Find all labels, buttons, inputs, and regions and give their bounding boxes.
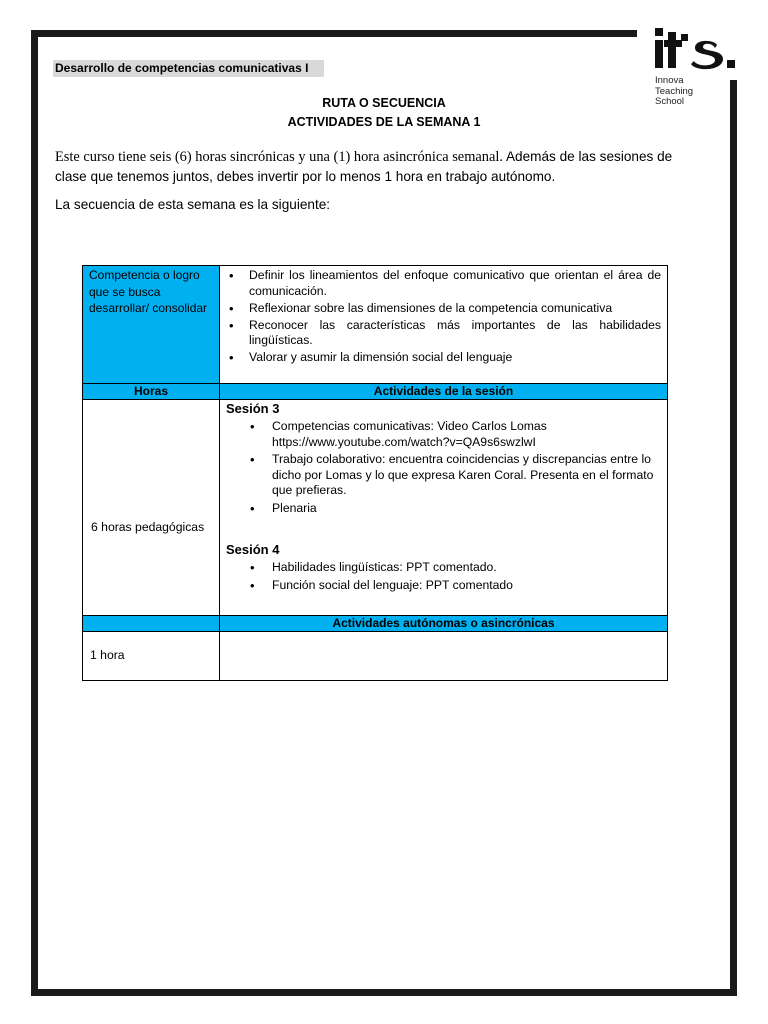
list-item: • Función social del lenguaje: PPT comentado — [272, 578, 661, 594]
header-activities: Actividades de la sesión — [220, 384, 668, 400]
logo-tagline-line: Innova — [655, 75, 684, 86]
activities-table — [82, 265, 668, 681]
list-item: • Competencias comunicativas: Video Carlos Lomas https://www.youtube.com/watch?v=QA9s6swzlwI — [272, 419, 661, 450]
session-3-list — [226, 419, 661, 516]
async-header-row — [83, 616, 668, 632]
session-4-list — [226, 560, 661, 593]
logo-tagline-line: School — [655, 96, 685, 107]
intro-text: Además de las sesiones de clase que tenemos juntos, debes invertir por lo menos 1 hora en trabajo autónomo. — [55, 149, 673, 184]
competence-list — [220, 266, 667, 371]
sync-hours: 6 horas pedagógicas — [91, 519, 205, 534]
list-item: • Trabajo colaborativo: encuentra coincidencias y discrepancias entre lo dicho por Lomas y lo que expresa Karen Coral. Presenta en el formato que prefieras. — [272, 452, 661, 499]
header-async: Actividades autónomas o asincrónicas — [220, 616, 668, 632]
logo-tagline-line: Teaching — [655, 85, 694, 97]
list-item: • Plenaria — [272, 501, 661, 517]
competence-items-cell — [220, 266, 668, 384]
sessions-cell — [220, 400, 668, 616]
session-3-title: Sesión 3 — [226, 401, 280, 416]
list-item: • Definir los lineamientos del enfoque comunicativo que orientan el área de comunicación. — [249, 268, 661, 299]
competence-label: Competencia o logro que se busca desarrollar/ consolidar — [89, 268, 208, 315]
list-item: • Reconocer las características más importantes de las habilidades lingüísticas. — [249, 318, 661, 349]
header-hours: Horas — [83, 384, 220, 400]
sync-sessions-row — [83, 400, 668, 616]
course-name-label: Desarrollo de competencias comunicativas I — [53, 60, 324, 77]
its-logo-mark — [653, 26, 743, 74]
document-subtitle: ACTIVIDADES DE LA SEMANA 1 — [287, 115, 481, 129]
list-item: • Reflexionar sobre las dimensiones de la competencia comunicativa — [249, 301, 661, 317]
list-item: • Habilidades lingüísticas: PPT comentado. — [272, 560, 661, 576]
page-border-top — [31, 30, 637, 37]
async-activities — [220, 632, 668, 681]
competence-label-cell — [83, 266, 220, 384]
document-title: RUTA O SECUENCIA — [322, 96, 446, 110]
sequence-intro: La secuencia de esta semana es la siguiente: — [55, 197, 331, 212]
async-row — [83, 632, 668, 681]
sync-hours-cell — [83, 400, 220, 616]
session-4-title: Sesión 4 — [226, 542, 280, 557]
async-header-empty — [83, 616, 220, 632]
async-hours: 1 hora — [83, 632, 220, 681]
competence-row — [83, 266, 668, 384]
table-header-row — [83, 384, 668, 400]
intro-paragraph — [55, 147, 700, 186]
intro-text-serif: Este curso tiene seis (6) horas sincrónicas y una (1) hora asincrónica semanal. — [55, 149, 503, 165]
session-spacer — [226, 518, 661, 542]
list-item: • Valorar y asumir la dimensión social del lenguaje — [249, 350, 661, 366]
